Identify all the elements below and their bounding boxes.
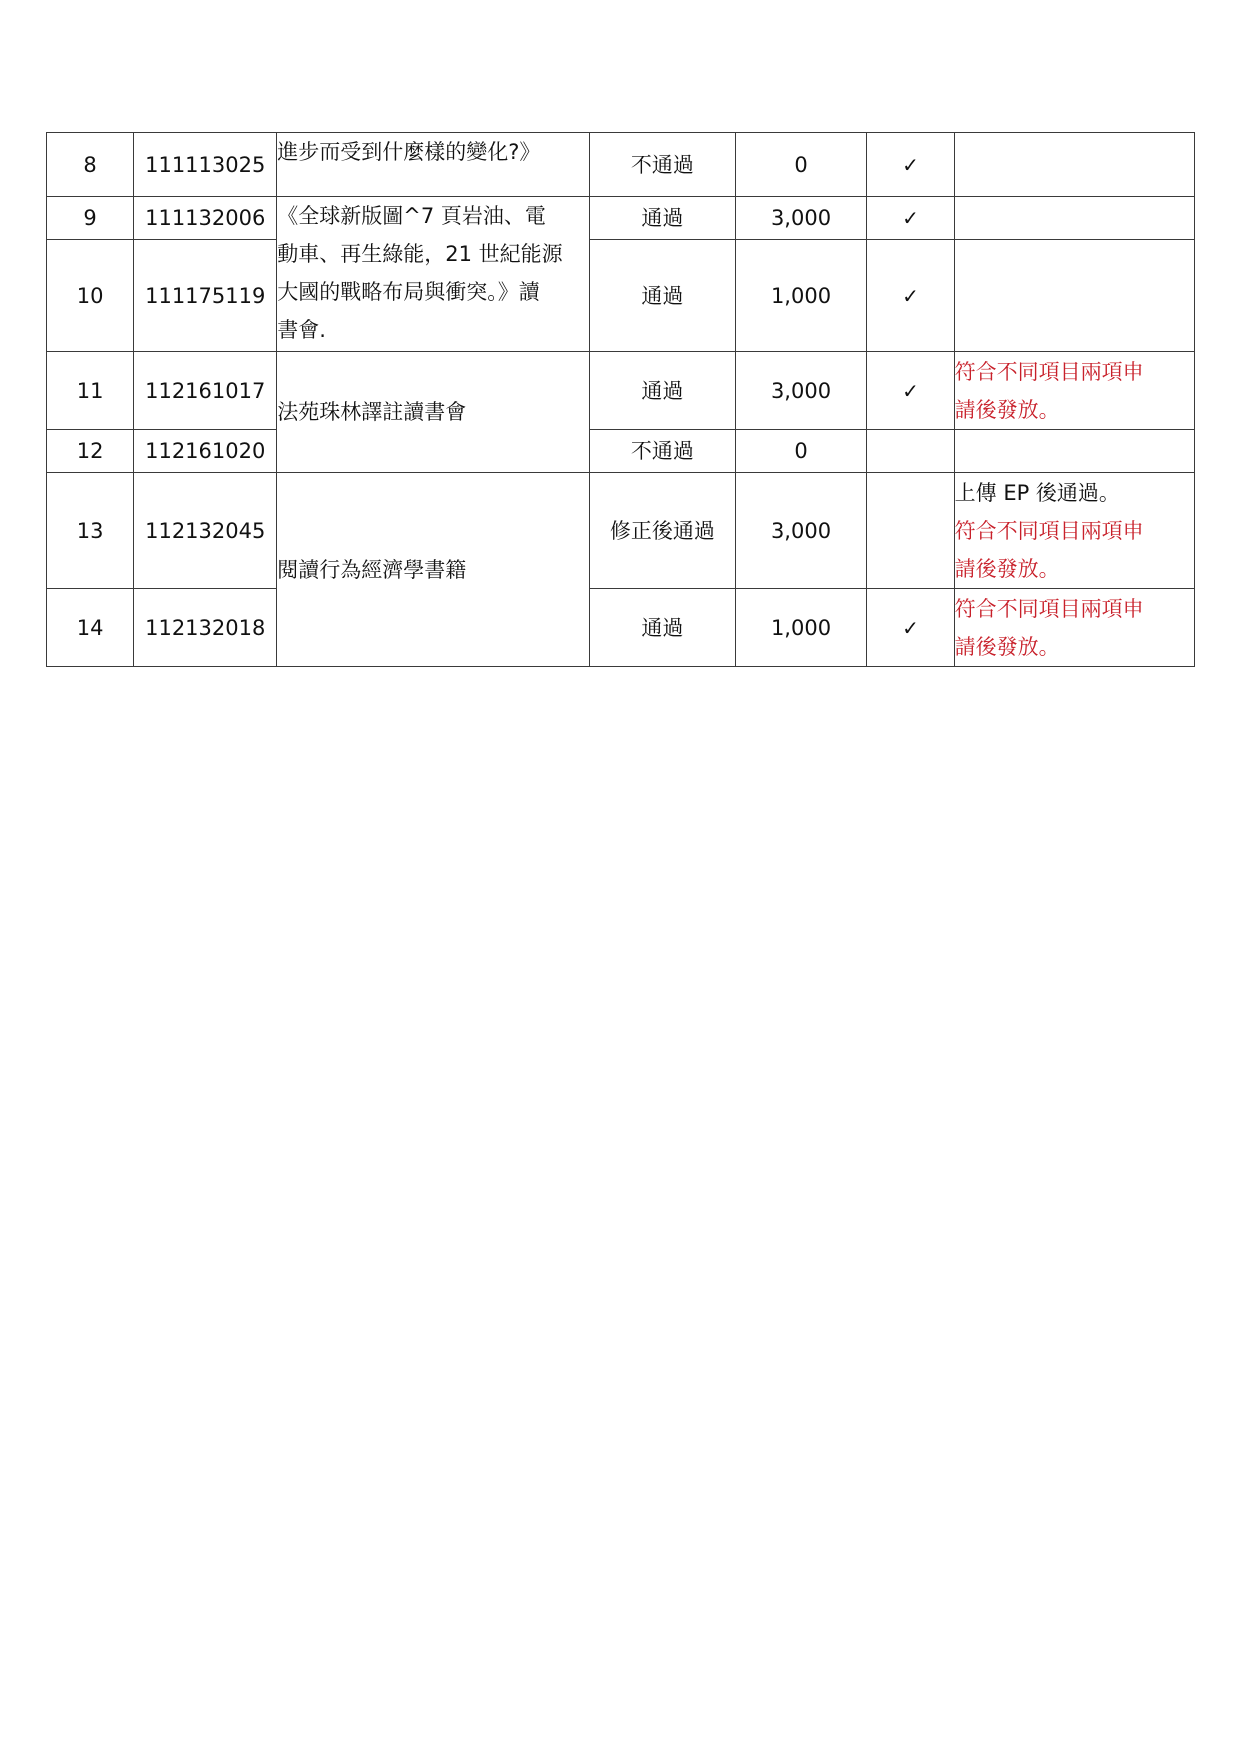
student-id: 111113025 [134,133,277,197]
activity-title-line: 書會. [277,318,326,342]
row-number: 13 [47,473,134,589]
check-mark: ✓ [902,615,919,640]
review-result: 不通過 [590,430,735,473]
activity-title-line: 動車、再生綠能，21 世紀能源 [277,242,563,266]
row-number: 10 [47,240,134,352]
note-line: 符合不同項目兩項申 [954,359,1144,384]
check-mark-icon [867,430,954,473]
check-mark: ✓ [902,152,919,177]
note-cell [954,197,1194,240]
row-number: 12 [47,430,134,473]
check-mark: ✓ [902,283,919,308]
student-id: 111175119 [134,240,277,352]
award-amount: 3,000 [735,197,867,240]
check-mark-icon [867,240,954,352]
review-result: 通過 [590,197,735,240]
award-amount: 0 [735,133,867,197]
table-row [47,240,1195,352]
table-row [47,430,1195,473]
check-mark: ✓ [902,206,919,230]
award-amount: 3,000 [735,473,867,589]
check-mark-icon [867,133,954,197]
student-id: 112161020 [134,430,277,473]
table-row [47,197,1195,240]
activity-title [277,197,590,352]
note-cell [954,589,1194,667]
review-result: 通過 [590,589,735,667]
review-result: 通過 [590,240,735,352]
note-cell [954,240,1194,352]
check-mark-icon [867,473,954,589]
table-row [47,473,1195,589]
note-cell [954,352,1194,430]
table-row [47,352,1195,430]
note-line: 上傳 EP 後通過。 [954,480,1120,505]
note-line: 請後發放。 [954,634,1060,659]
note-cell [954,473,1194,589]
note-cell [954,430,1194,473]
note-line: 符合不同項目兩項申 [954,596,1144,621]
activity-title: 閱讀行為經濟學書籍 [277,473,590,667]
table-row [47,133,1195,197]
row-number: 11 [47,352,134,430]
check-mark-icon [867,589,954,667]
check-mark: ✓ [902,378,919,403]
note-line: 請後發放。 [954,556,1060,581]
student-id: 112132018 [134,589,277,667]
student-id: 111132006 [134,197,277,240]
row-number: 9 [47,197,134,240]
review-result: 不通過 [590,133,735,197]
row-number: 8 [47,133,134,197]
activity-title: 進步而受到什麼樣的變化?》 [277,133,590,197]
review-results-table [46,132,1195,667]
award-amount: 1,000 [735,240,867,352]
note-line: 請後發放。 [954,397,1060,422]
note-line: 符合不同項目兩項申 [954,518,1144,543]
student-id: 112161017 [134,352,277,430]
review-result: 修正後通過 [590,473,735,589]
row-number: 14 [47,589,134,667]
check-mark-icon [867,197,954,240]
activity-title-line: 大國的戰略布局與衝突。》讀 [277,280,540,304]
activity-title-line: 《全球新版圖^7 頁岩油、電 [277,204,546,228]
table-row [47,589,1195,667]
check-mark-icon [867,352,954,430]
note-cell [954,133,1194,197]
review-result: 通過 [590,352,735,430]
activity-title: 法苑珠林譯註讀書會 [277,352,590,473]
student-id: 112132045 [134,473,277,589]
award-amount: 1,000 [735,589,867,667]
award-amount: 3,000 [735,352,867,430]
award-amount: 0 [735,430,867,473]
